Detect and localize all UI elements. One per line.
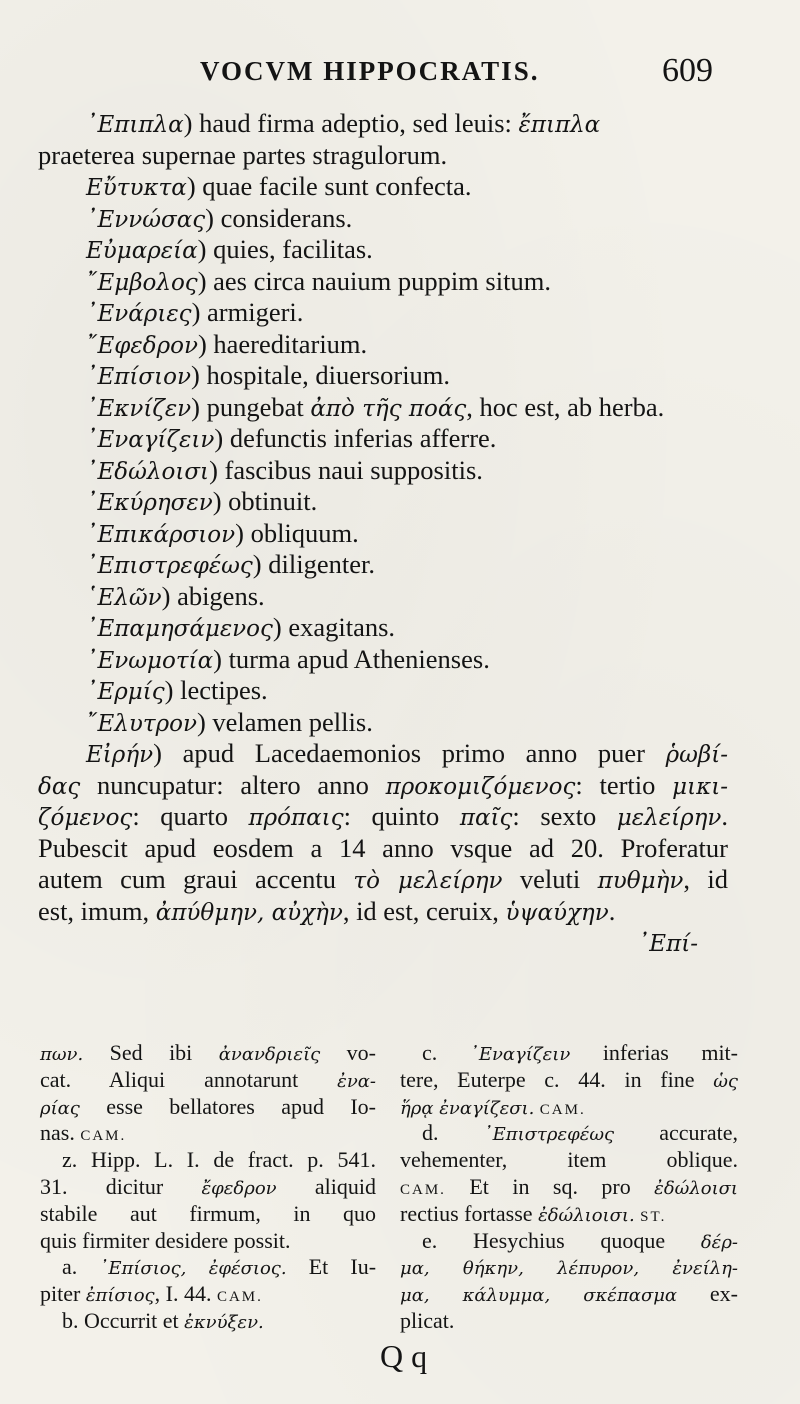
greek-word: δας xyxy=(38,773,81,800)
footnote-text: inferias mit- xyxy=(570,1040,738,1065)
footnote-greek: ὡς xyxy=(713,1070,738,1092)
footnote-text: plicat. xyxy=(400,1307,455,1333)
glossary-entries xyxy=(38,108,728,959)
footnote-text: rectius fortasse xyxy=(400,1200,539,1226)
glossary-entry xyxy=(38,329,728,361)
footnote-siglum: CAM. xyxy=(80,1128,127,1145)
greek-phrase: τὸ μελείρην xyxy=(353,868,503,894)
eiren-paragraph-line xyxy=(38,864,728,896)
footnote-text: Et Iu- xyxy=(286,1254,377,1280)
bracket: ) xyxy=(190,360,200,390)
footnote-line xyxy=(40,1228,376,1255)
footnote-greek: πων. xyxy=(40,1044,84,1065)
gloss-latin: : tertio xyxy=(575,769,673,800)
greek-word: ζόμενος xyxy=(38,805,133,831)
signature-mark: Q q xyxy=(380,1338,428,1374)
headword-greek: ῎Εφεδρον xyxy=(86,332,198,359)
bracket: ) xyxy=(161,580,171,611)
gloss-latin: pungebat xyxy=(200,391,311,422)
glossary-entry xyxy=(38,549,728,581)
footnote-line xyxy=(400,1281,738,1308)
bracket: ) xyxy=(212,486,222,516)
bracket: ) xyxy=(272,612,282,642)
bracket: ) xyxy=(197,234,207,264)
page-number: 609 xyxy=(662,52,713,89)
gloss-latin: quae facile sunt confecta. xyxy=(195,171,472,201)
greek-word: μικι- xyxy=(672,773,728,800)
eiren-paragraph-line xyxy=(38,770,728,802)
bracket: ) xyxy=(196,706,206,737)
glossary-entry xyxy=(38,266,728,298)
gloss-latin: abigens. xyxy=(170,580,265,611)
footnote-text: 31. dicitur xyxy=(40,1173,202,1199)
headword-greek: Εἰρήν xyxy=(86,742,154,768)
footnote-greek: ᾽Επίσιος, ἐφέσιος. xyxy=(99,1258,287,1280)
glossary-entry xyxy=(38,581,728,613)
footnote-greek: δέρ- xyxy=(700,1231,738,1253)
glossary-entry xyxy=(38,234,728,266)
gloss-latin: quies, facilitas. xyxy=(206,234,373,264)
footnote-greek: ἐπίσιος xyxy=(85,1285,155,1307)
headword-greek: ᾽Επαμησάμενος xyxy=(86,616,273,642)
bracket: ) xyxy=(183,108,193,138)
gloss-latin: nuncupatur: altero anno xyxy=(80,769,386,800)
footnote-text: vo- xyxy=(320,1040,376,1065)
footnote-siglum: CAM. xyxy=(216,1289,263,1306)
bracket: ) xyxy=(191,391,200,422)
glossary-entry xyxy=(38,675,728,707)
footnote-text: z. Hipp. L. I. de fract. p. 541. xyxy=(62,1147,376,1173)
footnote-text: e. Hesychius quoque xyxy=(422,1227,701,1253)
footnote-line xyxy=(400,1174,738,1201)
gloss-latin: defunctis inferias afferre. xyxy=(223,423,497,453)
footnote-greek: ἐνα- xyxy=(337,1070,376,1092)
headword-greek: ῎Εμβολος xyxy=(86,269,198,296)
eiren-paragraph-line xyxy=(38,833,728,865)
gloss-latin: , id xyxy=(683,864,728,894)
greek-word: ἔπιπλα xyxy=(518,112,601,138)
bracket: ) xyxy=(197,328,207,359)
footnote-text: d. xyxy=(422,1120,484,1146)
footnotes xyxy=(40,1040,760,1350)
gloss-latin: exagitans. xyxy=(281,612,396,642)
footnote-line xyxy=(40,1067,376,1094)
footnote-greek: ἥρᾳ ἐναγίζεσι. xyxy=(400,1097,535,1119)
footnote-text: c. xyxy=(422,1040,470,1065)
glossary-entry xyxy=(38,360,728,392)
headword-greek: ῎Ελυτρον xyxy=(86,710,197,737)
footnote-text: Sed ibi xyxy=(83,1040,219,1065)
headword-greek: ᾽Εναγίζειν xyxy=(86,427,215,453)
footnote-line xyxy=(400,1094,738,1121)
footnote-greek: ἀνανδριεῖς xyxy=(218,1044,321,1065)
eiren-paragraph-line xyxy=(38,738,728,770)
gloss-latin: . xyxy=(721,801,728,831)
footnote-text: a. xyxy=(62,1254,100,1280)
footnote-line xyxy=(400,1254,738,1281)
greek-phrase: ἀπύθμην, αὐχὴν xyxy=(155,899,343,926)
bracket: ) xyxy=(197,265,207,296)
bracket: ) xyxy=(252,549,262,579)
headword-greek: ῾Ελῶν xyxy=(86,584,162,611)
greek-word: παῖς xyxy=(459,805,513,831)
greek-word: ὑψαύχην xyxy=(505,899,609,926)
footnote-text: cat. Aliqui annotarunt xyxy=(40,1066,338,1092)
footnote-greek: μα, θήκην, λέπυρον, ἐνείλη- xyxy=(400,1258,738,1280)
gloss-latin: . xyxy=(608,895,616,926)
eiren-paragraph-line xyxy=(38,896,728,928)
gloss-latin: diligenter. xyxy=(261,549,375,579)
headword-greek: ᾽Ενωμοτία xyxy=(86,647,214,674)
catchword-text: ᾽Επί- xyxy=(637,931,698,957)
gloss-latin: apud Lacedaemonios primo anno puer xyxy=(161,738,666,768)
greek-word: πυθμὴν xyxy=(597,868,684,894)
gloss-latin: , hoc est, ab herba. xyxy=(466,391,665,422)
bracket: ) xyxy=(186,171,196,201)
footnote-line xyxy=(40,1147,376,1174)
page-header xyxy=(0,52,800,96)
footnote-line xyxy=(40,1308,376,1335)
footnote-text: stabile aut firmum, in quo xyxy=(40,1200,376,1226)
footnote-line xyxy=(400,1067,738,1094)
gloss-latin: , id est, ceruix, xyxy=(342,895,506,926)
headword-greek: ᾽Ενάριες xyxy=(86,301,192,327)
glossary-entry xyxy=(38,518,728,550)
footnote-line xyxy=(40,1040,376,1067)
gloss-latin: haud firma adeptio, sed leuis: xyxy=(192,108,519,138)
bracket: ) xyxy=(153,738,162,768)
headword-greek: ᾽Επίσιον xyxy=(86,364,191,390)
greek-word: ῥωβί- xyxy=(665,742,728,768)
footnote-line xyxy=(40,1281,376,1308)
gloss-latin: veluti xyxy=(502,864,598,894)
footnote-greek: ἐκνύξεν. xyxy=(184,1311,264,1333)
headword-greek: ᾽Επιστρεφέως xyxy=(86,553,253,579)
gloss-latin: fascibus naui suppositis. xyxy=(217,454,483,485)
gloss-latin: Pubescit apud eosdem a 14 anno vsque ad 20. Proferatur xyxy=(38,832,728,863)
gloss-latin: : sexto xyxy=(512,801,617,831)
footnote-text: nas. xyxy=(40,1120,81,1146)
footnote-greek: ἔφεδρον xyxy=(201,1177,277,1199)
footnote-line xyxy=(400,1120,738,1147)
greek-phrase: ἀπὸ τῆς ποάς xyxy=(310,395,467,422)
footnote-siglum: CAM. xyxy=(400,1181,446,1198)
headword-greek: ᾽Ερμίς xyxy=(86,679,165,705)
footnote-text: piter xyxy=(40,1281,86,1307)
bracket: ) xyxy=(214,423,224,453)
footnote-line xyxy=(400,1201,738,1228)
gloss-latin: turma apud Athenienses. xyxy=(221,643,490,674)
footnote-line xyxy=(400,1308,738,1335)
greek-word: προκομιζόμενος xyxy=(385,773,576,800)
footnote-text: accurate, xyxy=(614,1120,738,1146)
footnote-greek: ἐδώλοισι xyxy=(654,1177,738,1199)
glossary-entry xyxy=(38,423,728,455)
glossary-entry xyxy=(38,486,728,518)
bracket: ) xyxy=(235,517,244,548)
bracket: ) xyxy=(205,202,214,233)
bracket: ) xyxy=(191,297,201,327)
footnote-line xyxy=(400,1040,738,1067)
headword-greek: ᾽Εκνίζεν xyxy=(86,395,192,422)
footnote-text: quis firmiter desidere possit. xyxy=(40,1227,291,1253)
headword-greek: Εὐμαρεία xyxy=(86,238,198,264)
footnote-greek: μα, κάλυμμα, σκέπασμα xyxy=(400,1285,678,1307)
footnote-text: esse bellatores apud Io- xyxy=(79,1093,376,1119)
gloss-latin: obtinuit. xyxy=(221,486,318,516)
bracket: ) xyxy=(209,454,218,485)
gloss-latin: : quarto xyxy=(132,801,249,831)
glossary-entry xyxy=(38,644,728,676)
gloss-latin: aes circa nauium puppim situm. xyxy=(206,265,551,296)
headword-greek: ᾽Επικάρσιον xyxy=(86,521,236,548)
gloss-latin: obliquum. xyxy=(243,517,359,548)
glossary-entry xyxy=(38,392,728,424)
gloss-latin: armigeri. xyxy=(200,297,304,327)
gloss-latin: lectipes. xyxy=(173,675,268,705)
footnotes-right-column xyxy=(400,1040,738,1335)
footnote-text: vehementer, item oblique. xyxy=(400,1147,738,1173)
footnote-greek: ᾽Επιστρεφέως xyxy=(483,1124,615,1146)
gloss-latin: : quinto xyxy=(343,801,460,831)
footnote-line xyxy=(40,1120,376,1147)
footnotes-left-column xyxy=(40,1040,376,1335)
greek-word: μελείρην xyxy=(616,805,722,831)
footnote-siglum: ST. xyxy=(640,1208,667,1225)
glossary-entry xyxy=(38,203,728,235)
footnote-line xyxy=(40,1174,376,1201)
gloss-latin: autem cum graui accentu xyxy=(38,864,354,894)
glossary-entry xyxy=(38,140,728,172)
gloss-latin: est, imum, xyxy=(38,895,156,926)
headword-greek: ᾽Εκύρησεν xyxy=(86,490,213,516)
glossary-entry xyxy=(38,707,728,739)
bracket: ) xyxy=(164,675,174,705)
catchword xyxy=(38,927,728,959)
footnote-greek: ἐδώλιοισι. xyxy=(538,1204,635,1226)
footnote-text: aliquid xyxy=(276,1173,376,1199)
footnote-text: , I. 44. xyxy=(154,1281,217,1307)
glossary-entry xyxy=(38,171,728,203)
running-title: VOCVM HIPPOCRATIS. xyxy=(200,56,540,86)
footnote-text: Et in sq. pro xyxy=(445,1173,655,1199)
headword-greek: ᾽Επιπλα xyxy=(86,112,184,138)
footnote-text: ex- xyxy=(677,1281,738,1307)
headword-greek: ᾽Εννώσας xyxy=(86,206,206,233)
footnote-text: tere, Euterpe c. 44. in fine xyxy=(400,1066,714,1092)
footnote-greek: ρίας xyxy=(40,1097,80,1119)
glossary-entry xyxy=(38,455,728,487)
eiren-paragraph-line xyxy=(38,801,728,833)
footnote-text: b. Occurrit et xyxy=(62,1307,185,1333)
footnote-line xyxy=(400,1147,738,1174)
footnote-siglum: CAM. xyxy=(539,1101,586,1118)
footnote-line xyxy=(40,1201,376,1228)
footnote-line xyxy=(40,1094,376,1121)
greek-word: πρόπαις xyxy=(248,805,344,831)
glossary-entry xyxy=(38,108,728,140)
gloss-latin: praeterea supernae partes stragulorum. xyxy=(38,139,448,170)
gloss-latin: hospitale, diuersorium. xyxy=(199,360,451,390)
gloss-latin: considerans. xyxy=(213,202,353,233)
footnote-line xyxy=(400,1228,738,1255)
footnote-line xyxy=(40,1254,376,1281)
footnote-greek: ᾽Εναγίζειν xyxy=(469,1044,571,1065)
headword-greek: ᾽Εδώλοισι xyxy=(86,458,210,485)
gloss-latin: haereditarium. xyxy=(206,328,368,359)
bracket: ) xyxy=(213,643,222,674)
gloss-latin: velamen pellis. xyxy=(205,706,373,737)
headword-greek: Εὔτυκτα xyxy=(86,175,187,201)
glossary-entry xyxy=(38,297,728,329)
glossary-entry xyxy=(38,612,728,644)
